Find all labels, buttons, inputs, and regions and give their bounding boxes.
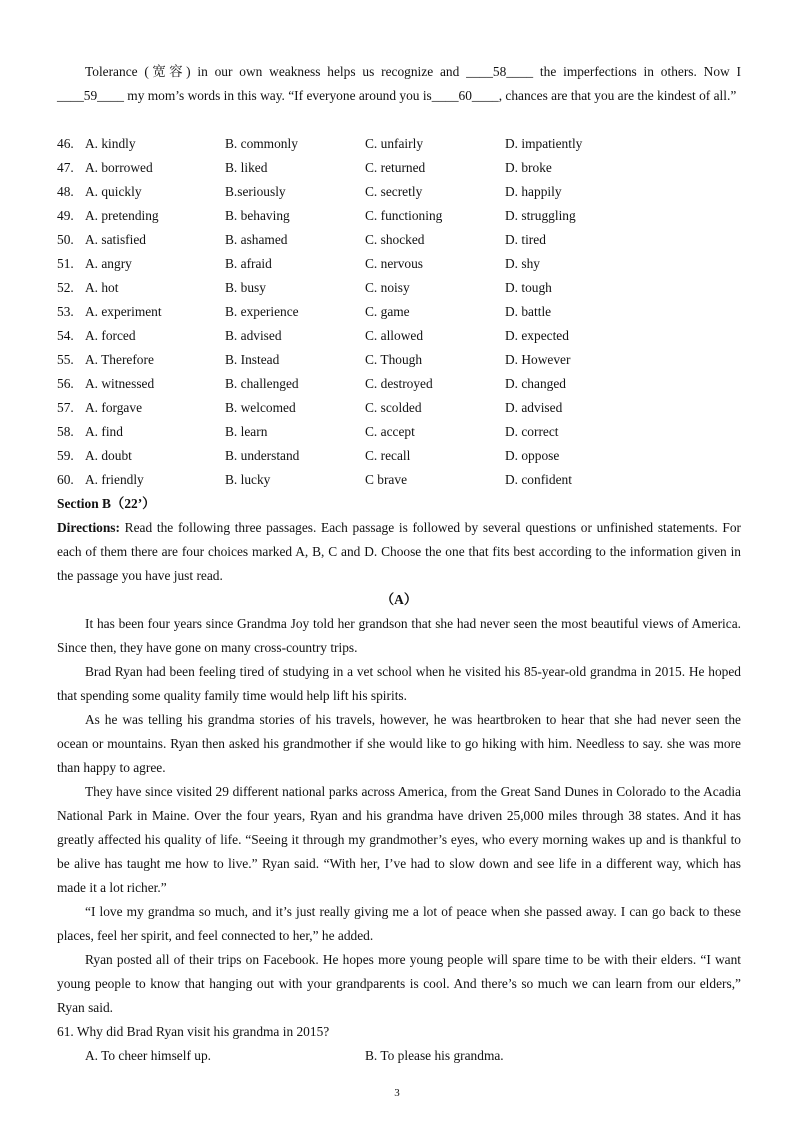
option-row xyxy=(57,132,741,156)
choice-a: A. hot xyxy=(85,280,119,295)
choice-c: C brave xyxy=(365,472,408,487)
question-number: 55. xyxy=(57,352,74,367)
choice-d: D. correct xyxy=(505,424,559,439)
question-number: 54. xyxy=(57,328,74,343)
option-row xyxy=(57,300,741,324)
question-number: 58. xyxy=(57,424,74,439)
option-row xyxy=(57,444,741,468)
choice-d: D. changed xyxy=(505,376,566,391)
choice-a: A. borrowed xyxy=(85,160,153,175)
choice-c: C. Though xyxy=(365,352,423,367)
choice-c: C. noisy xyxy=(365,280,410,295)
passage-paragraph: “I love my grandma so much, and it’s just really giving me a lot of peace when she passed away. I can go back to these places, feel her spirit, and feel connected to her,” he added. xyxy=(57,904,741,943)
choice-c: C. shocked xyxy=(365,232,425,247)
choice-a: A. Therefore xyxy=(85,352,154,367)
choice-d: D. expected xyxy=(505,328,569,343)
choice-c: C. recall xyxy=(365,448,411,463)
choice-a: A. experiment xyxy=(85,304,162,319)
choice-c: C. scolded xyxy=(365,400,422,415)
choice-c: C. functioning xyxy=(365,208,443,223)
choice-d: D. advised xyxy=(505,400,563,415)
question-number: 47. xyxy=(57,160,74,175)
choice-b: B. welcomed xyxy=(225,400,296,415)
passage-paragraph: Ryan posted all of their trips on Facebook. He hopes more young people will spare time to be with their elders. “I want young people to know that hanging out with your grandparents is cool. And there’s so much we can learn from our elders,” Ryan said. xyxy=(57,952,741,1015)
choice-d: D. tired xyxy=(505,232,546,247)
choice-d: D. broke xyxy=(505,160,552,175)
option-row xyxy=(57,180,741,204)
directions-label: Directions: xyxy=(57,520,120,535)
choice-b: B. To please his grandma. xyxy=(365,1048,504,1063)
choice-c: C. game xyxy=(365,304,410,319)
directions-text: Read the following three passages. Each passage is followed by several questions or unfinished statements. For each of them there are four choices marked A, B, C and D. Choose the one that fits best according to the information given in the passage you have just read. xyxy=(57,520,741,583)
option-row xyxy=(57,468,741,492)
question-number: 51. xyxy=(57,256,74,271)
choice-c: C. unfairly xyxy=(365,136,424,151)
question-number: 49. xyxy=(57,208,74,223)
choice-a: A. pretending xyxy=(85,208,159,223)
option-row xyxy=(57,420,741,444)
choice-b: B.seriously xyxy=(225,184,286,199)
question-number: 52. xyxy=(57,280,74,295)
choice-a: A. find xyxy=(85,424,123,439)
choice-a: A. forgave xyxy=(85,400,143,415)
choice-a: A. kindly xyxy=(85,136,136,151)
intro-paragraph: Tolerance (宽容) in our own weakness helps us recognize and ____58____ the imperfections in others. Now I ____59____ my mom’s words in this way. “If everyone around you is____60____, chances are that you are the kindest of all.” xyxy=(57,64,741,103)
page-number: 3 xyxy=(394,1087,400,1099)
choice-c: C. accept xyxy=(365,424,415,439)
choice-a: A. forced xyxy=(85,328,136,343)
choice-a: A. satisfied xyxy=(85,232,146,247)
option-row xyxy=(57,396,741,420)
choice-b: B. ashamed xyxy=(225,232,288,247)
choice-b: B. lucky xyxy=(225,472,271,487)
question-stem: 61. Why did Brad Ryan visit his grandma in 2015? xyxy=(57,1024,330,1039)
option-row xyxy=(57,156,741,180)
question-number: 57. xyxy=(57,400,74,415)
passage-label: （A） xyxy=(380,592,418,607)
choice-c: C. secretly xyxy=(365,184,423,199)
option-row xyxy=(57,276,741,300)
choice-c: C. nervous xyxy=(365,256,424,271)
question-number: 53. xyxy=(57,304,74,319)
choice-b: B. challenged xyxy=(225,376,299,391)
passage-paragraph: It has been four years since Grandma Joy told her grandson that she had never seen the most beautiful views of America. Since then, they have gone on many cross-country trips. xyxy=(57,616,741,655)
choice-a: A. To cheer himself up. xyxy=(85,1048,211,1063)
question-number: 56. xyxy=(57,376,74,391)
choice-b: B. afraid xyxy=(225,256,272,271)
choice-d: D. tough xyxy=(505,280,552,295)
choice-d: D. happily xyxy=(505,184,562,199)
question-number: 59. xyxy=(57,448,74,463)
option-row xyxy=(57,324,741,348)
question-number: 48. xyxy=(57,184,74,199)
choice-c: C. allowed xyxy=(365,328,424,343)
passage-paragraph: Brad Ryan had been feeling tired of studying in a vet school when he visited his 85-year-old grandma in 2015. He hoped that spending some quality family time would help lift his spirits. xyxy=(57,664,741,703)
choice-d: D. shy xyxy=(505,256,540,271)
choice-d: D. impatiently xyxy=(505,136,583,151)
question-number: 50. xyxy=(57,232,74,247)
question-number: 60. xyxy=(57,472,74,487)
choice-a: A. witnessed xyxy=(85,376,155,391)
choice-b: B. commonly xyxy=(225,136,298,151)
choice-b: B. behaving xyxy=(225,208,290,223)
option-row xyxy=(57,372,741,396)
choice-d: D. oppose xyxy=(505,448,560,463)
option-row xyxy=(57,228,741,252)
choice-d: D. However xyxy=(505,352,571,367)
choice-c: C. destroyed xyxy=(365,376,433,391)
choice-b: B. advised xyxy=(225,328,282,343)
directions xyxy=(57,516,741,588)
choice-a: A. angry xyxy=(85,256,132,271)
choice-d: D. battle xyxy=(505,304,552,319)
option-row xyxy=(57,204,741,228)
choice-a: A. friendly xyxy=(85,472,144,487)
choice-b: B. liked xyxy=(225,160,268,175)
passage-paragraph: They have since visited 29 different national parks across America, from the Great Sand Dunes in Colorado to the Acadia National Park in Maine. Over the four years, Ryan and his grandma have driven 25,000 miles through 38 states. And it has greatly affected his quality of life. “Seeing it through my grandmother’s eyes, who every morning wakes up and is thankful to be alive has taught me how to live.” Ryan said. “With her, I’ve had to slow down and see life in a different way, which has made it a lot richer.” xyxy=(57,784,741,895)
question-number: 46. xyxy=(57,136,74,151)
choice-d: D. struggling xyxy=(505,208,576,223)
choice-d: D. confident xyxy=(505,472,572,487)
choice-b: B. busy xyxy=(225,280,266,295)
choice-b: B. learn xyxy=(225,424,268,439)
section-b-heading: Section B（22’） xyxy=(57,496,156,511)
choice-a: A. quickly xyxy=(85,184,142,199)
choice-c: C. returned xyxy=(365,160,426,175)
choice-b: B. experience xyxy=(225,304,299,319)
option-row xyxy=(57,348,741,372)
passage-paragraph: As he was telling his grandma stories of his travels, however, he was heartbroken to hear that she had never seen the ocean or mountains. Ryan then asked his grandmother if she would like to go hiking with him. Needless to say. she was more than happy to agree. xyxy=(57,712,741,775)
option-row xyxy=(57,252,741,276)
choice-b: B. Instead xyxy=(225,352,280,367)
choice-a: A. doubt xyxy=(85,448,132,463)
choice-b: B. understand xyxy=(225,448,300,463)
